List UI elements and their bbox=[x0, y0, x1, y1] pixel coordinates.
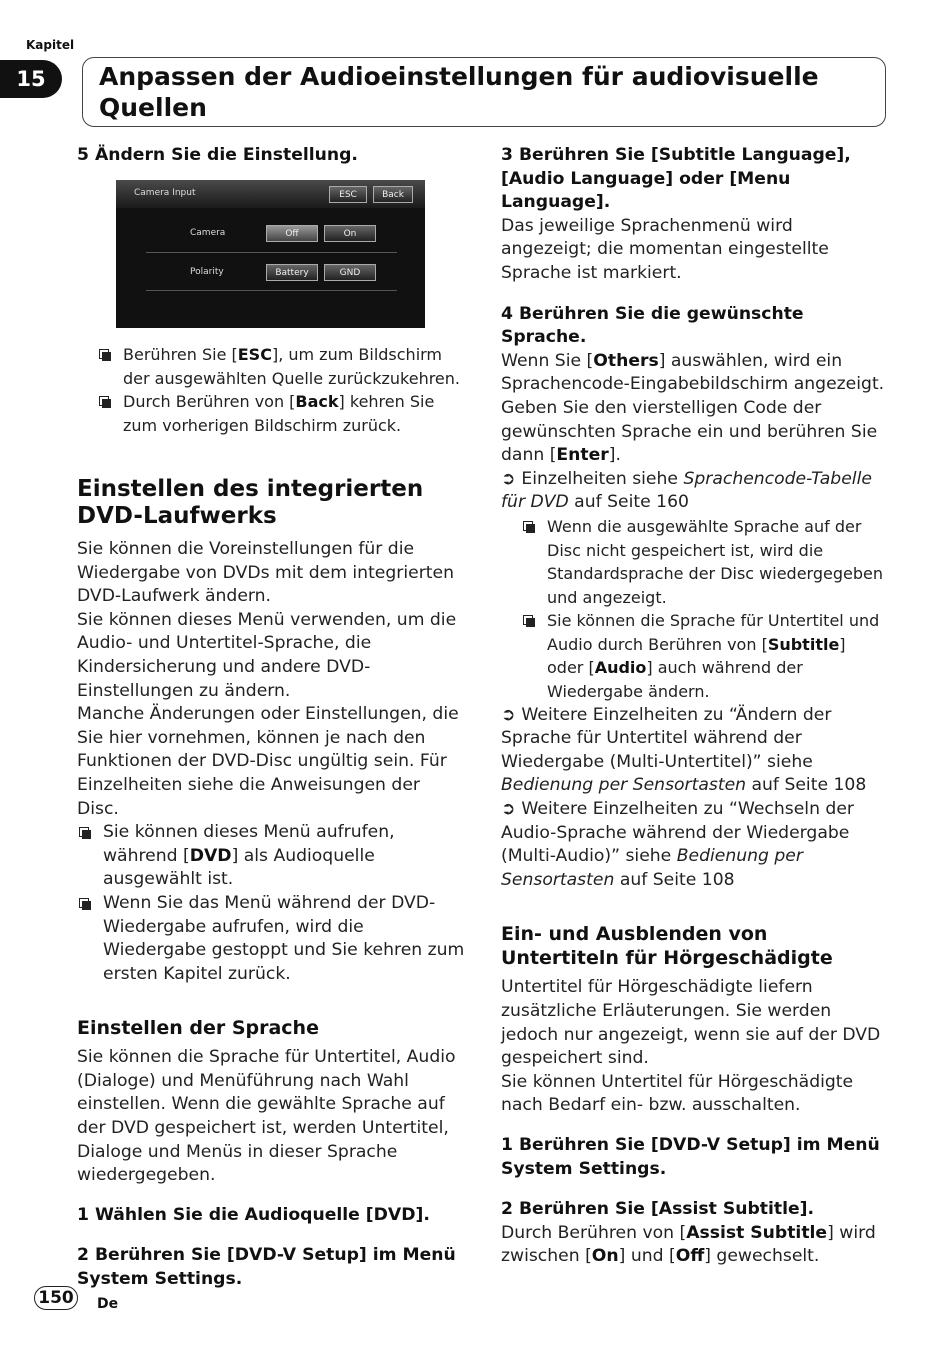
paragraph: Das jeweilige Sprachenmenü wird angezeigt; die momentan eingestellte Sprache ist markiert. bbox=[501, 215, 829, 283]
left-column bbox=[77, 144, 467, 168]
step-1: 1 Wählen Sie die Audioquelle [DVD]. bbox=[77, 1204, 430, 1225]
right-notes bbox=[501, 515, 886, 704]
paragraph: Untertitel für Hörgeschädigte liefern zusätzliche Erläuterungen. Sie werden jedoch nur angezeigt, wenn sie auf der DVD gespeichert sind. bbox=[501, 977, 881, 1069]
step-3: 3 Berühren Sie [Subtitle Language], [Audio Language] oder [Menu Language]. bbox=[501, 145, 851, 213]
paragraph: Sie können dieses Menü verwenden, um die Audio- und Untertitel-Sprache, die Kindersicherung und andere DVD-Einstellungen zu ändern. bbox=[77, 609, 457, 701]
title-box bbox=[82, 57, 886, 127]
screen-back-button[interactable]: Back bbox=[373, 186, 413, 203]
note-default-language: Wenn die ausgewählte Sprache auf der Disc nicht gespeichert ist, wird die Standardsprache der Disc wiedergegeben und angezeigt. bbox=[521, 515, 886, 609]
chapter-label: Kapitel bbox=[26, 38, 75, 52]
reference-multi-subtitle: ➲ Weitere Einzelheiten zu “Ändern der Sprache für Untertitel während der Wiedergabe (Multi-Untertitel)” siehe Bedienung per Sensortasten auf Seite 108 bbox=[501, 704, 867, 796]
screen-esc-button[interactable]: ESC bbox=[329, 186, 367, 203]
camera-input-screenshot bbox=[116, 180, 425, 328]
subsection-heading: Ein- und Ausblenden von Untertiteln für Hörgeschädigte bbox=[501, 923, 833, 970]
screen-battery-button[interactable]: Battery bbox=[266, 264, 318, 281]
screen-divider bbox=[146, 252, 397, 253]
screen-gnd-button[interactable]: GND bbox=[324, 264, 376, 281]
paragraph: Durch Berühren von [Assist Subtitle] wird zwischen [On] und [Off] gewechselt. bbox=[501, 1222, 876, 1267]
paragraph: Wenn Sie [Others] auswählen, wird ein Sprachencode-Eingabebildschirm angezeigt. Geben Sie den vierstelligen Code der gewünschten Sprache ein und berühren Sie dann [Enter]. bbox=[501, 350, 885, 466]
screen-divider bbox=[146, 290, 397, 291]
page-number: 150 bbox=[34, 1286, 78, 1310]
paragraph: Sie können die Sprache für Untertitel, Audio (Dialoge) und Menüführung nach Wahl einstellen. Wenn die gewählte Sprache auf der DVD gespeichert ist, werden Untertitel, Dialoge und Menüs in dieser Sprache wiedergegeben. bbox=[77, 1047, 456, 1186]
note-bullet-icon bbox=[523, 615, 533, 625]
arrow-icon: ➲ bbox=[501, 704, 522, 725]
arrow-icon: ➲ bbox=[501, 468, 522, 489]
right-column bbox=[501, 144, 886, 1269]
screen-camera-off-button[interactable]: Off bbox=[266, 225, 318, 242]
screen-camera-label: Camera bbox=[190, 228, 226, 238]
note-playback: Wenn Sie das Menü während der DVD-Wiedergabe aufrufen, wird die Wiedergabe gestoppt und Sie kehren zum ersten Kapitel zurück. bbox=[77, 892, 467, 986]
paragraph: Manche Änderungen oder Einstellungen, die Sie hier vornehmen, können je nach den Funktionen der DVD-Disc ungültig sein. Für Einzelheiten siehe die Anweisungen der Disc. bbox=[77, 704, 459, 819]
language-code: De bbox=[97, 1296, 119, 1312]
left-column-main bbox=[77, 476, 467, 1292]
note-esc: Berühren Sie [ESC], um zum Bildschirm der ausgewählten Quelle zurückzukehren. bbox=[97, 343, 472, 390]
note-back: Durch Berühren von [Back] kehren Sie zum vorherigen Bildschirm zurück. bbox=[97, 390, 472, 437]
note-dvd: Sie können dieses Menü aufrufen, während [DVD] als Audioquelle ausgewählt ist. bbox=[77, 821, 467, 892]
subsection-heading: Einstellen der Sprache bbox=[77, 1017, 319, 1040]
step-1-right: 1 Berühren Sie [DVD-V Setup] im Menü System Settings. bbox=[501, 1134, 880, 1179]
note-bullet-icon bbox=[79, 827, 89, 837]
step-2: 2 Berühren Sie [DVD-V Setup] im Menü System Settings. bbox=[77, 1245, 456, 1290]
chapter-number-tab: 15 bbox=[0, 60, 62, 98]
reference-language-table: ➲ Einzelheiten siehe Sprachencode-Tabelle für DVD auf Seite 160 bbox=[501, 468, 872, 513]
paragraph: Sie können Untertitel für Hörgeschädigte nach Bedarf ein- bzw. ausschalten. bbox=[501, 1071, 854, 1116]
screen-camera-on-button[interactable]: On bbox=[324, 225, 376, 242]
screen-title: Camera Input bbox=[134, 188, 196, 198]
left-notes-1 bbox=[97, 343, 472, 437]
section-heading: Einstellen des integrierten DVD-Laufwerks bbox=[77, 476, 424, 529]
note-bullet-icon bbox=[99, 396, 109, 406]
arrow-icon: ➲ bbox=[501, 799, 522, 820]
note-subtitle-audio: Sie können die Sprache für Untertitel und Audio durch Berühren von [Subtitle] oder [Audio] auch während der Wiedergabe ändern. bbox=[521, 609, 886, 703]
note-bullet-icon bbox=[523, 521, 533, 531]
step-4: 4 Berühren Sie die gewünschte Sprache. bbox=[501, 303, 804, 348]
step-2-right: 2 Berühren Sie [Assist Subtitle]. bbox=[501, 1199, 815, 1220]
reference-multi-audio: ➲ Weitere Einzelheiten zu “Wechseln der Audio-Sprache während der Wiedergabe (Multi-Audio)” siehe Bedienung per Sensortasten auf Seite 108 bbox=[501, 799, 854, 890]
paragraph: Sie können die Voreinstellungen für die Wiedergabe von DVDs mit dem integrierten DVD-Laufwerk ändern. bbox=[77, 539, 454, 607]
screen-polarity-label: Polarity bbox=[190, 267, 224, 277]
page-title: Anpassen der Audioeinstellungen für audiovisuelle Quellen bbox=[99, 62, 819, 122]
note-bullet-icon bbox=[99, 349, 109, 359]
step-5: 5 Ändern Sie die Einstellung. bbox=[77, 145, 358, 165]
note-bullet-icon bbox=[79, 898, 89, 908]
